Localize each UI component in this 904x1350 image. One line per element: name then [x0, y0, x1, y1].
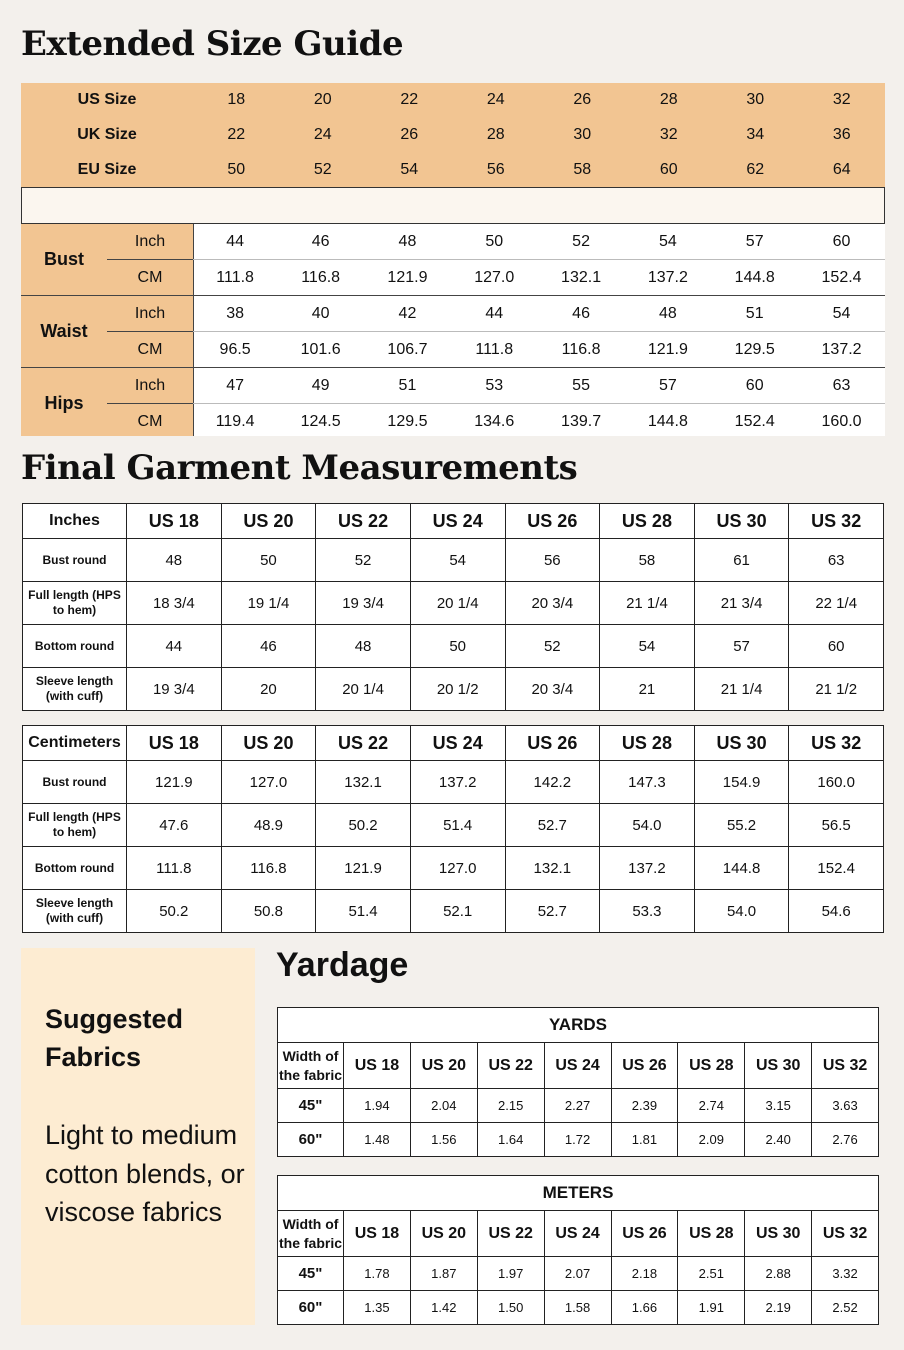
yardage-cell: 2.18 — [611, 1257, 678, 1291]
garment-cell: 63 — [789, 539, 884, 582]
garment-table-centimeters — [22, 725, 884, 933]
fabric-width-label: 45" — [278, 1257, 344, 1291]
suggested-fabrics-panel — [21, 948, 255, 1325]
size-row — [21, 152, 885, 187]
garment-size-header: US 18 — [127, 726, 222, 761]
yardage-size-header: US 28 — [678, 1043, 745, 1089]
garment-cell: 19 3/4 — [127, 668, 222, 711]
measurement-cell: 54 — [832, 304, 851, 322]
garment-cell: 152.4 — [789, 847, 884, 890]
measurement-cell: 121.9 — [624, 332, 711, 368]
yardage-caption-row — [278, 1176, 879, 1211]
yardage-cell: 2.09 — [678, 1123, 745, 1157]
garment-unit-label: Centimeters — [23, 726, 127, 761]
measurement-cell: 139.7 — [538, 404, 625, 440]
yardage-table-yards — [277, 1007, 879, 1157]
yardage-cell: 3.15 — [745, 1089, 812, 1123]
garment-row — [23, 804, 884, 847]
garment-row-label: Full length (HPS to hem) — [23, 582, 127, 625]
yardage-caption-row — [278, 1008, 879, 1043]
yardage-table-meters — [277, 1175, 879, 1325]
garment-cell: 21 3/4 — [694, 582, 789, 625]
measurement-cell: 63 — [832, 376, 851, 394]
size-cell: 24 — [313, 125, 332, 143]
garment-cell: 55.2 — [694, 804, 789, 847]
yardage-size-header: US 28 — [678, 1211, 745, 1257]
size-row-label: US Size — [77, 91, 137, 109]
garment-title: Final Garment Measurements — [21, 448, 578, 488]
measurement-row — [21, 224, 885, 260]
garment-cell: 57 — [694, 625, 789, 668]
yardage-cell: 1.58 — [544, 1291, 611, 1325]
size-guide-divider — [21, 187, 885, 224]
measurement-cell: 38 — [226, 304, 245, 322]
measurement-cell: 46 — [311, 232, 330, 250]
yardage-size-header: US 30 — [745, 1043, 812, 1089]
garment-cell: 44 — [127, 625, 222, 668]
garment-row — [23, 625, 884, 668]
garment-cell: 52.7 — [505, 804, 600, 847]
measurement-row — [21, 296, 885, 332]
size-cell: 60 — [659, 160, 678, 178]
size-cell: 30 — [573, 125, 592, 143]
measurement-cell: 48 — [658, 304, 677, 322]
garment-cell: 144.8 — [694, 847, 789, 890]
yardage-size-header: US 26 — [611, 1043, 678, 1089]
garment-cell: 20 1/4 — [410, 582, 505, 625]
measurement-cell: 57 — [658, 376, 677, 394]
garment-cell: 56 — [505, 539, 600, 582]
measurement-cell: 49 — [311, 376, 330, 394]
size-cell: 30 — [746, 91, 765, 109]
measurement-cell: 44 — [226, 232, 245, 250]
yardage-header-row — [278, 1043, 879, 1089]
garment-cell: 121.9 — [127, 761, 222, 804]
measurement-cell: 54 — [658, 232, 677, 250]
measurement-group-label: Bust — [44, 249, 84, 269]
garment-cell: 60 — [789, 625, 884, 668]
measurement-cell: 134.6 — [451, 404, 538, 440]
yardage-row — [278, 1257, 879, 1291]
garment-size-header: US 32 — [789, 726, 884, 761]
yardage-cell: 1.50 — [477, 1291, 544, 1325]
measurement-cell: 116.8 — [538, 332, 625, 368]
measurement-cell: 132.1 — [538, 260, 625, 296]
yardage-size-header: US 24 — [544, 1211, 611, 1257]
yardage-cell: 2.74 — [678, 1089, 745, 1123]
yardage-cell: 1.78 — [344, 1257, 411, 1291]
yardage-cell: 2.39 — [611, 1089, 678, 1123]
yardage-cell: 2.15 — [477, 1089, 544, 1123]
garment-cell: 52 — [316, 539, 411, 582]
measurement-cell: 121.9 — [364, 260, 451, 296]
garment-cell: 54.0 — [600, 804, 695, 847]
size-cell: 56 — [486, 160, 505, 178]
garment-cell: 147.3 — [600, 761, 695, 804]
garment-size-header: US 30 — [694, 726, 789, 761]
garment-cell: 47.6 — [127, 804, 222, 847]
garment-cell: 50.8 — [221, 890, 316, 933]
yardage-row — [278, 1089, 879, 1123]
body-measurements-block — [21, 224, 885, 436]
garment-cell: 20 3/4 — [505, 582, 600, 625]
measurement-cell: 44 — [485, 304, 504, 322]
measurement-cell: 144.8 — [624, 404, 711, 440]
size-cell: 54 — [400, 160, 419, 178]
measurement-cell: 160.0 — [798, 404, 885, 440]
yardage-cell: 2.88 — [745, 1257, 812, 1291]
measurement-cell: 101.6 — [277, 332, 364, 368]
garment-size-header: US 18 — [127, 504, 222, 539]
garment-row — [23, 668, 884, 711]
yardage-cell: 1.94 — [344, 1089, 411, 1123]
body-measurements-table — [21, 224, 885, 439]
garment-row-label: Bottom round — [23, 625, 127, 668]
yardage-cell: 1.56 — [410, 1123, 477, 1157]
measurement-cell: 137.2 — [624, 260, 711, 296]
measurement-cell: 40 — [311, 304, 330, 322]
garment-cell: 21 1/4 — [600, 582, 695, 625]
size-cell: 34 — [746, 125, 765, 143]
garment-cell: 51.4 — [410, 804, 505, 847]
size-cell: 22 — [227, 125, 246, 143]
size-cell: 52 — [313, 160, 332, 178]
measurement-cell: 144.8 — [711, 260, 798, 296]
measurement-cell: 46 — [572, 304, 590, 322]
measurement-unit: CM — [107, 332, 193, 368]
yardage-cell: 2.76 — [812, 1123, 879, 1157]
garment-cell: 127.0 — [410, 847, 505, 890]
garment-size-header: US 22 — [316, 726, 411, 761]
garment-cell: 20 — [221, 668, 316, 711]
yardage-title: Yardage — [276, 946, 409, 984]
yardage-cell: 1.35 — [344, 1291, 411, 1325]
yardage-size-header: US 26 — [611, 1211, 678, 1257]
garment-size-header: US 28 — [600, 726, 695, 761]
size-cell: 50 — [227, 160, 246, 178]
size-cell: 62 — [746, 160, 765, 178]
measurement-cell: 48 — [398, 232, 417, 250]
measurement-row — [21, 404, 885, 440]
garment-size-header: US 32 — [789, 504, 884, 539]
measurement-cell: 60 — [745, 376, 764, 394]
garment-cell: 50.2 — [127, 890, 222, 933]
measurement-cell: 119.4 — [193, 404, 277, 440]
garment-row-label: Bust round — [23, 539, 127, 582]
garment-cell: 142.2 — [505, 761, 600, 804]
measurement-cell: 57 — [745, 232, 764, 250]
garment-cell: 48 — [127, 539, 222, 582]
size-cell: 32 — [832, 91, 851, 109]
yardage-size-header: US 32 — [812, 1211, 879, 1257]
measurement-group-label: Hips — [44, 393, 84, 413]
garment-cell: 52.1 — [410, 890, 505, 933]
garment-cell: 52.7 — [505, 890, 600, 933]
measurement-cell: 51 — [398, 376, 417, 394]
garment-header-row — [23, 726, 884, 761]
garment-cell: 21 1/4 — [694, 668, 789, 711]
measurement-unit: CM — [107, 404, 193, 440]
garment-size-header: US 26 — [505, 726, 600, 761]
measurement-cell: 152.4 — [711, 404, 798, 440]
yardage-cell: 2.04 — [410, 1089, 477, 1123]
garment-row-label: Sleeve length (with cuff) — [23, 890, 127, 933]
fabrics-description: Light to medium cotton blends, or viscose fabrics — [45, 1120, 245, 1227]
size-cell: 58 — [573, 160, 592, 178]
garment-size-header: US 30 — [694, 504, 789, 539]
measurement-group-label: Waist — [40, 321, 88, 341]
garment-cell: 58 — [600, 539, 695, 582]
measurement-cell: 47 — [226, 376, 245, 394]
garment-cell: 61 — [694, 539, 789, 582]
measurement-unit: Inch — [134, 232, 166, 250]
measurement-cell: 106.7 — [364, 332, 451, 368]
yardage-cell: 1.81 — [611, 1123, 678, 1157]
size-cell: 26 — [573, 91, 592, 109]
yardage-size-header: US 30 — [745, 1211, 812, 1257]
yardage-caption: YARDS — [278, 1008, 879, 1043]
garment-cell: 137.2 — [410, 761, 505, 804]
garment-cell: 46 — [221, 625, 316, 668]
size-cell: 28 — [659, 91, 678, 109]
measurement-cell: 111.8 — [451, 332, 538, 368]
garment-size-header: US 20 — [221, 726, 316, 761]
garment-cell: 160.0 — [789, 761, 884, 804]
measurement-row — [21, 368, 885, 404]
garment-row — [23, 890, 884, 933]
measurement-cell: 96.5 — [193, 332, 277, 368]
garment-cell: 54.6 — [789, 890, 884, 933]
garment-cell: 116.8 — [221, 847, 316, 890]
yardage-header-row — [278, 1211, 879, 1257]
size-cell: 28 — [486, 125, 505, 143]
measurement-cell: 60 — [832, 232, 851, 250]
yardage-cell: 1.66 — [611, 1291, 678, 1325]
measurement-cell: 52 — [572, 232, 590, 250]
size-cell: 20 — [313, 91, 332, 109]
garment-cell: 18 3/4 — [127, 582, 222, 625]
measurement-cell: 50 — [485, 232, 504, 250]
size-cell: 36 — [832, 125, 851, 143]
yardage-cell: 1.64 — [477, 1123, 544, 1157]
garment-cell: 154.9 — [694, 761, 789, 804]
garment-cell: 50 — [221, 539, 316, 582]
garment-cell: 132.1 — [505, 847, 600, 890]
garment-size-header: US 28 — [600, 504, 695, 539]
measurement-cell: 111.8 — [193, 260, 277, 296]
size-cell: 32 — [659, 125, 678, 143]
size-guide-title: Extended Size Guide — [21, 24, 404, 64]
yardage-size-header: US 20 — [410, 1211, 477, 1257]
yardage-cell: 1.42 — [410, 1291, 477, 1325]
yardage-size-header: US 20 — [410, 1043, 477, 1089]
garment-cell: 48 — [316, 625, 411, 668]
garment-table-inches — [22, 503, 884, 711]
measurement-cell: 129.5 — [364, 404, 451, 440]
garment-cell: 121.9 — [316, 847, 411, 890]
garment-cell: 52 — [505, 625, 600, 668]
garment-cell: 54 — [600, 625, 695, 668]
garment-cell: 22 1/4 — [789, 582, 884, 625]
garment-cell: 20 1/4 — [316, 668, 411, 711]
garment-row — [23, 761, 884, 804]
garment-cell: 19 1/4 — [221, 582, 316, 625]
yardage-cell: 3.32 — [812, 1257, 879, 1291]
garment-unit-label: Inches — [23, 504, 127, 539]
size-row-label: UK Size — [77, 125, 137, 143]
garment-cell: 19 3/4 — [316, 582, 411, 625]
yardage-size-header: US 22 — [477, 1043, 544, 1089]
yardage-size-header: US 32 — [812, 1043, 879, 1089]
garment-row-label: Full length (HPS to hem) — [23, 804, 127, 847]
garment-cell: 21 1/2 — [789, 668, 884, 711]
measurement-cell: 127.0 — [451, 260, 538, 296]
garment-cell: 54 — [410, 539, 505, 582]
yardage-cell: 2.51 — [678, 1257, 745, 1291]
garment-cell: 127.0 — [221, 761, 316, 804]
measurement-cell: 55 — [572, 376, 590, 394]
garment-row-label: Bust round — [23, 761, 127, 804]
garment-row-label: Sleeve length (with cuff) — [23, 668, 127, 711]
size-row — [21, 83, 885, 118]
garment-size-header: US 26 — [505, 504, 600, 539]
garment-cell: 137.2 — [600, 847, 695, 890]
garment-cell: 51.4 — [316, 890, 411, 933]
measurement-cell: 53 — [485, 376, 504, 394]
fabrics-heading: Suggested Fabrics — [45, 1004, 184, 1072]
garment-size-header: US 24 — [410, 726, 505, 761]
garment-cell: 50.2 — [316, 804, 411, 847]
yardage-cell: 1.87 — [410, 1257, 477, 1291]
garment-cell: 54.0 — [694, 890, 789, 933]
measurement-cell: 42 — [398, 304, 417, 322]
garment-cell: 132.1 — [316, 761, 411, 804]
size-cell: 26 — [400, 125, 419, 143]
garment-cell: 20 3/4 — [505, 668, 600, 711]
garment-cell: 48.9 — [221, 804, 316, 847]
garment-cell: 20 1/2 — [410, 668, 505, 711]
yardage-cell: 2.52 — [812, 1291, 879, 1325]
yardage-row — [278, 1291, 879, 1325]
fabric-width-label: 60" — [278, 1123, 344, 1157]
size-cell: 18 — [227, 91, 246, 109]
size-cell: 24 — [486, 91, 505, 109]
size-cell: 22 — [400, 91, 419, 109]
garment-row-label: Bottom round — [23, 847, 127, 890]
measurement-cell: 116.8 — [277, 260, 364, 296]
yardage-cell: 1.97 — [477, 1257, 544, 1291]
garment-size-header: US 20 — [221, 504, 316, 539]
garment-row — [23, 582, 884, 625]
garment-cell: 56.5 — [789, 804, 884, 847]
fabric-width-label: 45" — [278, 1089, 344, 1123]
size-cell: 64 — [832, 160, 851, 178]
fabric-width-header: Width of the fabric — [278, 1043, 344, 1089]
yardage-cell: 2.19 — [745, 1291, 812, 1325]
yardage-row — [278, 1123, 879, 1157]
garment-size-header: US 22 — [316, 504, 411, 539]
measurement-cell: 137.2 — [798, 332, 885, 368]
garment-row — [23, 847, 884, 890]
measurement-cell: 152.4 — [798, 260, 885, 296]
yardage-caption: METERS — [278, 1176, 879, 1211]
measurement-row — [21, 332, 885, 368]
garment-row — [23, 539, 884, 582]
garment-header-row — [23, 504, 884, 539]
measurement-unit: Inch — [134, 376, 166, 394]
measurement-unit: CM — [107, 260, 193, 296]
yardage-cell: 3.63 — [812, 1089, 879, 1123]
yardage-size-header: US 18 — [344, 1211, 411, 1257]
yardage-cell: 1.48 — [344, 1123, 411, 1157]
yardage-cell: 1.72 — [544, 1123, 611, 1157]
measurement-cell: 51 — [745, 304, 764, 322]
yardage-cell: 2.27 — [544, 1089, 611, 1123]
measurement-cell: 124.5 — [277, 404, 364, 440]
size-conversion-table — [21, 83, 885, 187]
measurement-cell: 129.5 — [711, 332, 798, 368]
yardage-cell: 2.07 — [544, 1257, 611, 1291]
garment-cell: 50 — [410, 625, 505, 668]
yardage-cell: 1.91 — [678, 1291, 745, 1325]
yardage-cell: 2.40 — [745, 1123, 812, 1157]
size-row-label: EU Size — [77, 160, 137, 178]
garment-cell: 21 — [600, 668, 695, 711]
garment-cell: 111.8 — [127, 847, 222, 890]
measurement-unit: Inch — [134, 304, 166, 322]
fabric-width-label: 60" — [278, 1291, 344, 1325]
yardage-size-header: US 22 — [477, 1211, 544, 1257]
size-header-block — [21, 83, 885, 187]
garment-size-header: US 24 — [410, 504, 505, 539]
fabric-width-header: Width of the fabric — [278, 1211, 344, 1257]
yardage-size-header: US 18 — [344, 1043, 411, 1089]
garment-cell: 53.3 — [600, 890, 695, 933]
measurement-row — [21, 260, 885, 296]
size-row — [21, 118, 885, 153]
yardage-size-header: US 24 — [544, 1043, 611, 1089]
